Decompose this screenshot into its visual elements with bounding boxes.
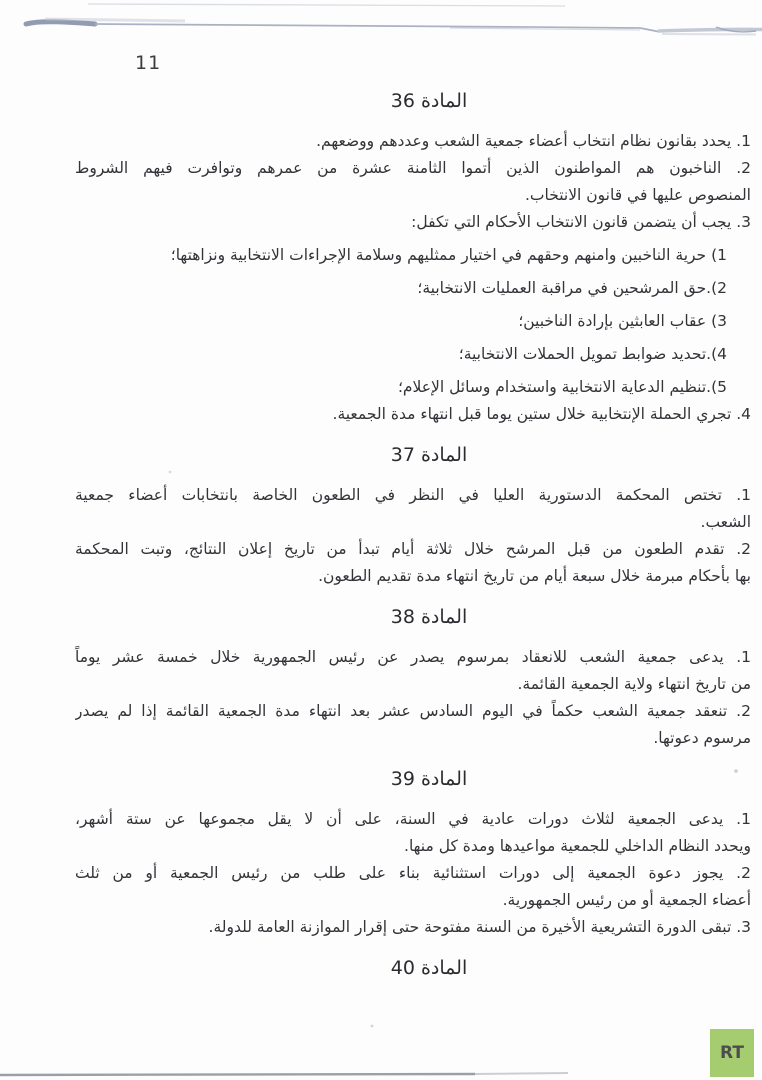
- rt-logo-label: RT: [720, 1043, 744, 1063]
- article-item: [75, 275, 727, 302]
- article-item: [75, 482, 751, 536]
- article-item: [75, 209, 751, 236]
- text-line: من تاريخ انتهاء ولاية الجمعية القائمة.: [517, 675, 751, 693]
- article-item: [75, 914, 751, 941]
- text-line: مرسوم دعوتها.: [653, 729, 751, 747]
- text-line: 1) حرية الناخبين وامنهم وحقهم في اختيار ممثليهم وسلامة الإجراءات الانتخابية ونزاهتها؛: [170, 246, 727, 264]
- text-line: بها بأحكام مبرمة خلال سبعة أيام من تاريخ انتهاء مدة تقديم الطعون.: [318, 567, 751, 585]
- text-line: أعضاء الجمعية أو من رئيس الجمهورية.: [502, 891, 751, 909]
- article-item: [75, 128, 751, 155]
- document-text-column: [75, 86, 751, 995]
- article-section: [75, 602, 751, 752]
- rt-logo: [710, 1029, 754, 1077]
- article-title: المادة 39: [390, 768, 468, 790]
- article-section: [75, 764, 751, 941]
- text-line: 2. الناخبون هم المواطنون الذين أتموا الثامنة عشرة من عمرهم وتوافرت فيهم الشروط: [75, 159, 751, 177]
- article-title: المادة 37: [390, 444, 468, 466]
- article-item: [75, 536, 751, 590]
- text-line: 1. يدعى جمعية الشعب للانعقاد بمرسوم يصدر عن رئيس الجمهورية خلال خمسة عشر يوماً: [75, 648, 751, 666]
- article-item: [75, 698, 751, 752]
- article-item: [75, 644, 751, 698]
- text-line: 2. يجوز دعوة الجمعية إلى دورات استثنائية بناء على طلب من رئيس الجمعية أو من ثلث: [75, 864, 751, 882]
- text-line: 1. تختص المحكمة الدستورية العليا في النظر في الطعون الخاصة بانتخابات أعضاء جمعية: [75, 486, 751, 504]
- article-title: المادة 40: [390, 957, 468, 979]
- article-item: [75, 242, 727, 269]
- article-item: [75, 155, 751, 209]
- text-line: 3. يجب أن يتضمن قانون الانتخاب الأحكام التي تكفل:: [411, 213, 751, 231]
- article-section: [75, 953, 751, 983]
- text-line: 4. تجري الحملة الإنتخابية خلال ستين يوما قبل انتهاء مدة الجمعية.: [332, 405, 751, 423]
- article-item: [75, 401, 751, 428]
- article-item: [75, 860, 751, 914]
- text-line: 5).تنظيم الدعاية الانتخابية واستخدام وسائل الإعلام؛: [397, 378, 727, 396]
- article-item: [75, 308, 727, 335]
- text-line: الشعب.: [700, 513, 751, 531]
- article-item: [75, 806, 751, 860]
- text-line: 1. يحدد بقانون نظام انتخاب أعضاء جمعية الشعب وعددهم ووضعهم.: [316, 132, 751, 150]
- text-line: 4).تحديد ضوابط تمويل الحملات الانتخابية؛: [458, 345, 727, 363]
- text-line: 2. تنعقد جمعية الشعب حكماً في اليوم السادس عشر بعد انتهاء مدة الجمعية القائمة إذا لم يصدر: [75, 702, 751, 720]
- text-line: 2).حق المرشحين في مراقبة العمليات الانتخابية؛: [417, 279, 727, 297]
- text-line: المنصوص عليها في قانون الانتخاب.: [524, 186, 751, 204]
- text-line: ويحدد النظام الداخلي للجمعية مواعيدها ومدة كل منها.: [404, 837, 751, 855]
- article-item: [75, 374, 727, 401]
- page-number: 11: [135, 52, 162, 74]
- article-section: [75, 86, 751, 428]
- article-title: المادة 36: [390, 90, 468, 112]
- text-line: 3. تبقى الدورة التشريعية الأخيرة من السنة مفتوحة حتى إقرار الموازنة العامة للدولة.: [208, 918, 751, 936]
- article-item: [75, 341, 727, 368]
- text-line: 1. يدعى الجمعية لثلاث دورات عادية في السنة، على أن لا يقل مجموعها عن ستة أشهر،: [75, 810, 751, 828]
- text-line: 2. تقدم الطعون من قبل المرشح خلال ثلاثة أيام تبدأ من تاريخ إعلان النتائج، وتبت المحكمة: [75, 540, 751, 558]
- article-section: [75, 440, 751, 590]
- text-line: 3) عقاب العابثين بإرادة الناخبين؛: [518, 312, 727, 330]
- article-title: المادة 38: [390, 606, 468, 628]
